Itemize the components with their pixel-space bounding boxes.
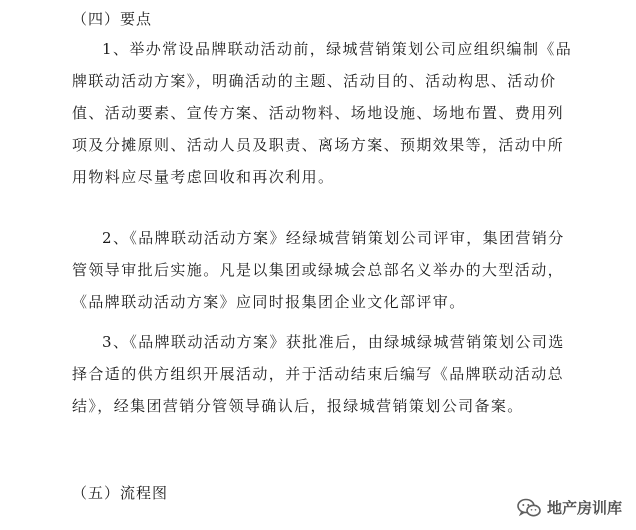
paragraph-1	[72, 33, 612, 193]
paragraph-line: 牌联动活动方案》，明确活动的主题、活动目的、活动构思、活动价	[72, 72, 557, 90]
paragraph-line: 值、活动要素、宣传方案、活动物料、场地设施、场地布置、费用列	[72, 104, 565, 122]
paragraph-line: 管领导审批后实施。凡是以集团或绿城会总部名义举办的大型活动，	[72, 261, 565, 279]
paragraph-line: 择合适的供方组织开展活动，并于活动结束后编写《品牌联动活动总	[72, 365, 565, 383]
paragraph-line: 1、举办常设品牌联动活动前，绿城营销策划公司应组织编制《品	[102, 40, 573, 58]
wechat-icon	[517, 498, 541, 518]
watermark-text: 地产房训库	[546, 499, 622, 517]
section-heading-key-points: （四）要点	[72, 10, 153, 28]
section-heading-flowchart: （五）流程图	[72, 484, 169, 502]
paragraph-line: 结》，经集团营销分管领导确认后，报绿城营销策划公司备案。	[72, 397, 524, 415]
paragraph-line: 3、《品牌联动活动方案》获批准后，由绿城绿城营销策划公司选	[102, 333, 565, 351]
paragraph-3	[72, 326, 612, 422]
paragraph-line: 2、《品牌联动活动方案》经绿城营销策划公司评审，集团营销分	[102, 229, 565, 247]
paragraph-line: 《品牌联动活动方案》应同时报集团企业文化部评审。	[72, 293, 466, 311]
paragraph-line: 项及分摊原则、活动人员及职责、离场方案、预期效果等，活动中所	[72, 136, 565, 154]
paragraph-2	[72, 222, 612, 318]
watermark	[517, 497, 622, 518]
paragraph-line: 用物料应尽量考虑回收和再次利用。	[72, 168, 335, 186]
